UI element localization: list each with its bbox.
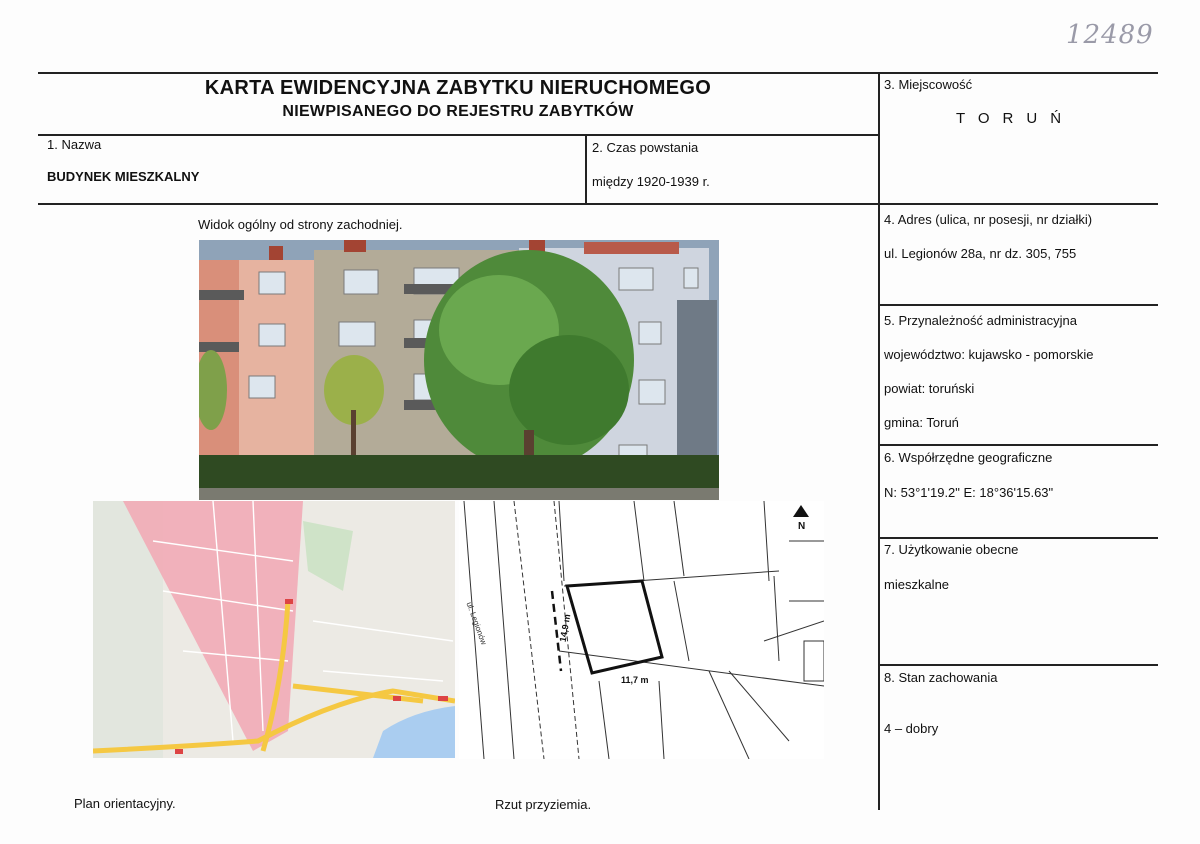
place-value: TORUŃ bbox=[956, 110, 1075, 127]
place-label: 3. Miejscowość bbox=[884, 77, 973, 92]
usage-bottom-rule bbox=[878, 664, 1158, 666]
main-column-divider bbox=[878, 72, 880, 810]
ground-floor-plan bbox=[459, 501, 824, 759]
address-bottom-rule bbox=[878, 304, 1158, 306]
time-label: 2. Czas powstania bbox=[592, 140, 699, 155]
admin-label: 5. Przynależność administracyjna bbox=[884, 313, 1077, 328]
condition-label: 8. Stan zachowania bbox=[884, 670, 998, 685]
title-bottom-rule bbox=[38, 134, 880, 136]
photo-caption: Widok ogólny od strony zachodniej. bbox=[198, 217, 403, 232]
address-value: ul. Legionów 28a, nr dz. 305, 755 bbox=[884, 246, 1077, 261]
coords-value: N: 53°1'19.2" E: 18°36'15.63" bbox=[884, 485, 1054, 500]
map-caption: Plan orientacyjny. bbox=[74, 796, 176, 811]
card-subtitle: NIEWPISANEGO DO REJESTRU ZABYTKÓW bbox=[282, 103, 634, 120]
name-value: BUDYNEK MIESZKALNY bbox=[47, 169, 200, 184]
orientation-map bbox=[93, 501, 455, 758]
plan-caption: Rzut przyziemia. bbox=[495, 797, 592, 812]
time-value: między 1920-1939 r. bbox=[592, 174, 710, 189]
plan-depth-dimension: 14,9 m bbox=[557, 613, 573, 643]
name-row-bottom-rule bbox=[38, 203, 1158, 205]
top-rule bbox=[38, 72, 1158, 74]
north-arrow-label: N bbox=[798, 521, 806, 532]
usage-label: 7. Użytkowanie obecne bbox=[884, 542, 1019, 557]
catalogue-number: 12489 bbox=[1066, 20, 1154, 50]
card-title: KARTA EWIDENCYJNA ZABYTKU NIERUCHOMEGO bbox=[204, 77, 712, 99]
admin-voivodeship: województwo: kujawsko - pomorskie bbox=[884, 347, 1094, 362]
name-time-divider bbox=[585, 134, 587, 204]
plan-width-dimension: 11,7 m bbox=[621, 675, 649, 685]
building-photo bbox=[199, 240, 719, 500]
street-label: ul. Legionów bbox=[464, 600, 489, 647]
coords-bottom-rule bbox=[878, 537, 1158, 539]
name-label: 1. Nazwa bbox=[47, 137, 102, 152]
usage-value: mieszkalne bbox=[884, 577, 950, 592]
admin-commune: gmina: Toruń bbox=[884, 415, 959, 430]
admin-bottom-rule bbox=[878, 444, 1158, 446]
condition-value: 4 – dobry bbox=[884, 721, 939, 736]
coords-label: 6. Współrzędne geograficzne bbox=[884, 450, 1053, 465]
admin-county: powiat: toruński bbox=[884, 381, 975, 396]
address-label: 4. Adres (ulica, nr posesji, nr działki) bbox=[884, 212, 1093, 227]
